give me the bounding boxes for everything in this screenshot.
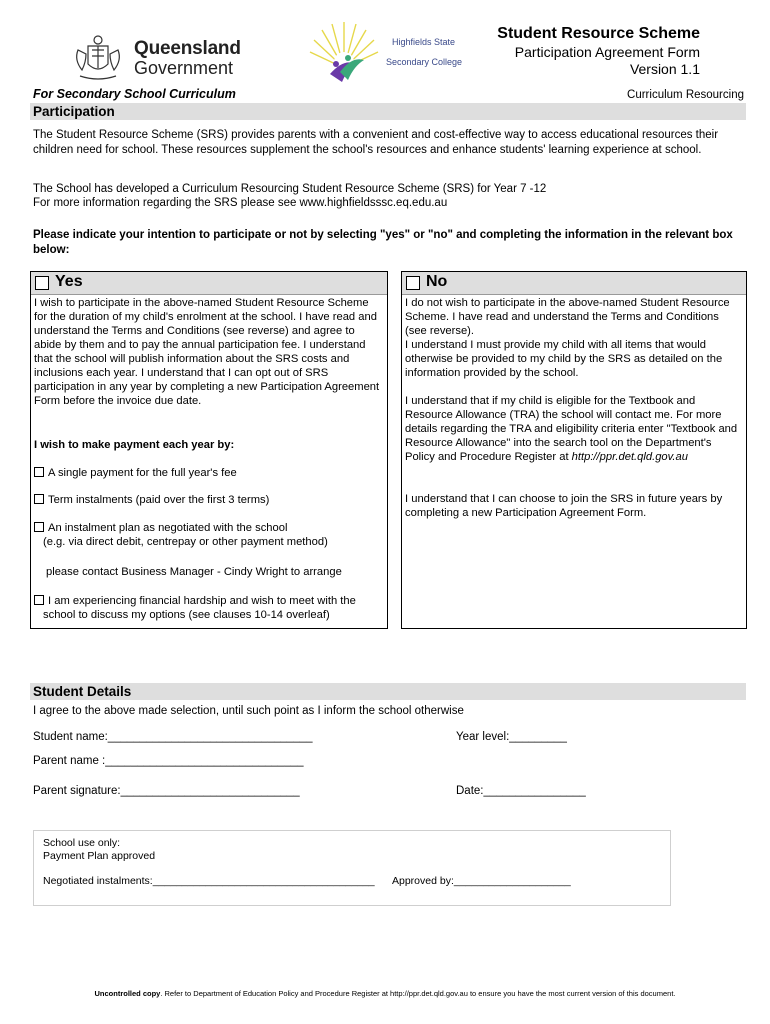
payment-option-hardship bbox=[34, 594, 384, 608]
parent-signature-field[interactable]: Parent signature:____________________________ bbox=[33, 785, 300, 797]
no-checkbox[interactable] bbox=[406, 276, 420, 290]
payment-heading: I wish to make payment each year by: bbox=[34, 439, 235, 451]
payment-option-single bbox=[34, 466, 384, 480]
coat-of-arms-icon bbox=[72, 32, 124, 82]
no-box bbox=[401, 271, 747, 629]
business-manager-note: please contact Business Manager - Cindy Wright to arrange bbox=[46, 566, 342, 578]
srs-info-line1: The School has developed a Curriculum Resourcing Student Resource Scheme (SRS) for Year 7 -12 bbox=[33, 183, 547, 195]
no-label: No bbox=[426, 273, 448, 290]
highfields-college-logo bbox=[304, 22, 479, 84]
no-statement-4: I understand that I can choose to join the SRS in future years by completing a new Participation Agreement Form. bbox=[405, 493, 723, 519]
student-name-field[interactable]: Student name:________________________________ bbox=[33, 731, 313, 743]
no-statement-2: I understand I must provide my child with all items that would otherwise be provided to my child by the SRS as detailed on the information provided by the school. bbox=[405, 339, 723, 379]
single-payment-label: A single payment for the full year's fee bbox=[48, 467, 237, 479]
agreement-statement: I agree to the above made selection, until such point as I inform the school otherwise bbox=[33, 705, 464, 717]
ppr-link[interactable]: http://ppr.det.qld.gov.au bbox=[571, 451, 688, 463]
yes-label: Yes bbox=[55, 273, 83, 290]
curriculum-label: For Secondary School Curriculum bbox=[33, 87, 236, 101]
school-use-box bbox=[33, 830, 671, 906]
footer-text: . Refer to Department of Education Policy and Procedure Register at http://ppr.det.qld.gov.au to ensure you have the most current version of this document. bbox=[160, 989, 676, 998]
form-version: Version 1.1 bbox=[629, 61, 700, 77]
hardship-label: I am experiencing financial hardship and wish to meet with the bbox=[48, 595, 356, 607]
approved-by-field[interactable]: Approved by:____________________ bbox=[392, 875, 571, 887]
qld-logo-line1: Queensland bbox=[134, 38, 241, 59]
qld-logo-line2: Government bbox=[134, 58, 234, 78]
student-details-section-bar bbox=[30, 683, 746, 700]
yes-statement: I wish to participate in the above-named Student Resource Scheme for the duration of my child's enrolment at the school. I have read and understand the Terms and Conditions (see reverse) and agree to abide by them and to pay the annual participation fee. I understand that the school will publish information about the SRS costs and inclusions each year. I understand that I can opt out of SRS participation in any year by completing a new Participation Agreement Form before the invoice due date. bbox=[34, 297, 380, 407]
payment-option-term bbox=[34, 493, 384, 507]
yes-box-header bbox=[31, 272, 387, 295]
no-statement-1: I do not wish to participate in the above-named Student Resource Scheme. I have read and understand the Terms and Conditions (see reverse). bbox=[405, 297, 730, 337]
instalment-plan-checkbox[interactable] bbox=[34, 522, 44, 532]
school-use-label: School use only: bbox=[43, 837, 121, 849]
yes-box bbox=[30, 271, 388, 629]
payment-plan-approved-label: Payment Plan approved bbox=[43, 850, 156, 862]
negotiated-instalments-field[interactable]: Negotiated instalments:______________________________________ bbox=[43, 875, 375, 887]
payment-option-plan bbox=[34, 521, 384, 535]
srs-info-line2: For more information regarding the SRS please see www.highfieldsssc.eq.edu.au bbox=[33, 197, 448, 209]
single-payment-checkbox[interactable] bbox=[34, 467, 44, 477]
parent-name-field[interactable]: Parent name :_______________________________ bbox=[33, 755, 304, 767]
school-logo-line1: Highfields State bbox=[392, 37, 456, 47]
footer-note bbox=[70, 989, 700, 999]
form-title: Student Resource Scheme bbox=[497, 25, 700, 42]
yes-checkbox[interactable] bbox=[35, 276, 49, 290]
year-level-field[interactable]: Year level:_________ bbox=[456, 731, 567, 743]
term-instalments-label: Term instalments (paid over the first 3 terms) bbox=[48, 494, 270, 506]
no-statement-3 bbox=[405, 394, 743, 464]
instalment-plan-example: (e.g. via direct debit, centrepay or other payment method) bbox=[43, 536, 328, 548]
hardship-label-line2: school to discuss my options (see clauses 10-14 overleaf) bbox=[43, 609, 330, 621]
instruction-text: Please indicate your intention to participate or not by selecting "yes" or "no" and completing the information in the relevant box below: bbox=[33, 229, 733, 256]
footer-uncontrolled-copy: Uncontrolled copy bbox=[94, 989, 161, 998]
date-field[interactable]: Date:________________ bbox=[456, 785, 586, 797]
instalment-plan-label: An instalment plan as negotiated with the school bbox=[48, 522, 288, 534]
tra-text: I understand that if my child is eligible for the Textbook and Resource Allowance (TRA) the school will contact me. For more details regarding the TRA and eligibility criteria enter "Textbook and Resource Allowance" into the search tool on the Department's Policy and Procedure Register at bbox=[405, 395, 738, 463]
school-logo-line2: Secondary College bbox=[386, 57, 463, 67]
term-instalments-checkbox[interactable] bbox=[34, 494, 44, 504]
queensland-government-logo bbox=[72, 32, 242, 82]
form-subtitle: Participation Agreement Form bbox=[514, 44, 700, 60]
participation-heading: Participation bbox=[33, 104, 115, 119]
curriculum-resourcing-label: Curriculum Resourcing bbox=[627, 89, 744, 101]
no-box-header bbox=[402, 272, 746, 295]
sunburst-icon bbox=[304, 22, 384, 84]
student-details-heading: Student Details bbox=[33, 684, 132, 699]
hardship-checkbox[interactable] bbox=[34, 595, 44, 605]
participation-section-bar bbox=[30, 103, 746, 120]
srs-intro-paragraph: The Student Resource Scheme (SRS) provides parents with a convenient and cost-effective way to access educational resources their children need for school. These resources supplement the school's resources and enhance students' learning experience at school. bbox=[33, 129, 719, 156]
